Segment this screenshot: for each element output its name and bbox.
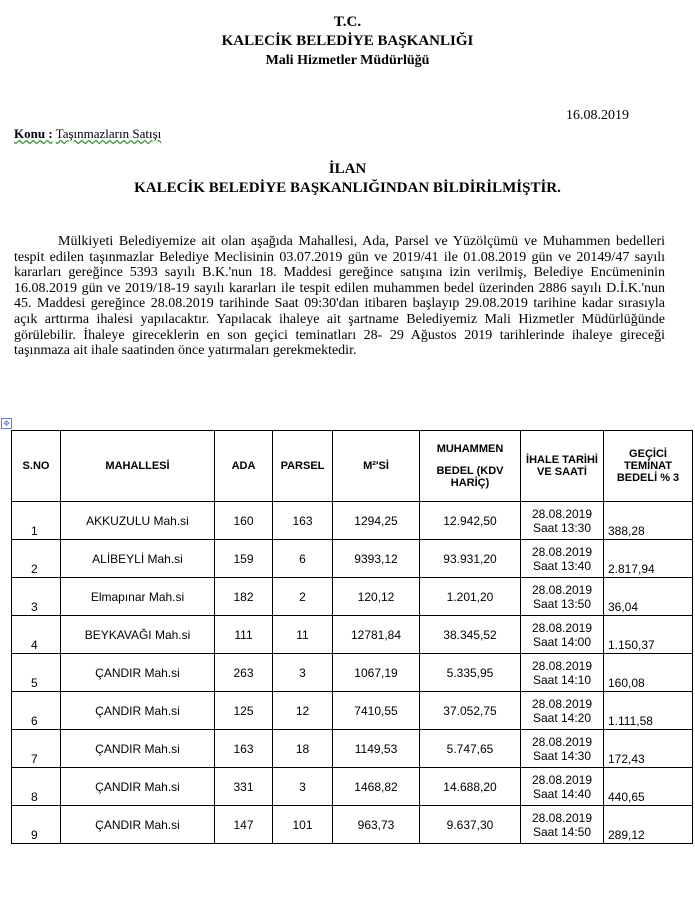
cell-ihale — [521, 502, 604, 540]
cell-mahalle: ÇANDIR Mah.si — [61, 654, 215, 692]
cell-ada: 163 — [215, 730, 273, 768]
table-body — [12, 502, 693, 844]
cell-sno: 4 — [12, 616, 61, 654]
cell-parsel: 12 — [273, 692, 333, 730]
col-ada: ADA — [215, 431, 273, 502]
cell-sno: 9 — [12, 806, 61, 844]
table-row — [12, 616, 693, 654]
table-header-row — [12, 431, 693, 502]
table-row — [12, 578, 693, 616]
cell-m2: 120,12 — [333, 578, 420, 616]
cell-sno: 7 — [12, 730, 61, 768]
cell-m2: 7410,55 — [333, 692, 420, 730]
table-row — [12, 502, 693, 540]
cell-sno: 1 — [12, 502, 61, 540]
cell-ihale — [521, 616, 604, 654]
cell-bedel: 93.931,20 — [420, 540, 521, 578]
cell-teminat: 172,43 — [604, 730, 693, 768]
table-move-handle-icon[interactable]: ✥ — [1, 418, 12, 429]
cell-bedel: 9.637,30 — [420, 806, 521, 844]
announcement-title: İLAN — [328, 161, 367, 177]
cell-mahalle: ALİBEYLİ Mah.si — [61, 540, 215, 578]
cell-bedel: 5.335,95 — [420, 654, 521, 692]
cell-ihale — [521, 692, 604, 730]
cell-mahalle: AKKUZULU Mah.si — [61, 502, 215, 540]
col-muhammen — [420, 431, 521, 502]
cell-ihale — [521, 654, 604, 692]
cell-mahalle: ÇANDIR Mah.si — [61, 806, 215, 844]
cell-teminat: 388,28 — [604, 502, 693, 540]
cell-m2: 1294,25 — [333, 502, 420, 540]
property-table — [11, 430, 693, 844]
cell-ada: 160 — [215, 502, 273, 540]
subject-label: Konu : — [14, 126, 53, 141]
ihale-time: Saat 14:40 — [532, 786, 592, 801]
ihale-date: 28.08.2019 — [531, 620, 593, 635]
cell-ihale — [521, 806, 604, 844]
cell-mahalle: Elmapınar Mah.si — [61, 578, 215, 616]
cell-ihale — [521, 768, 604, 806]
col-parsel: PARSEL — [273, 431, 333, 502]
subject-line — [14, 126, 161, 142]
cell-sno: 2 — [12, 540, 61, 578]
cell-teminat: 2.817,94 — [604, 540, 693, 578]
cell-teminat: 289,12 — [604, 806, 693, 844]
ihale-time: Saat 14:20 — [532, 710, 592, 725]
col-teminat: GEÇİCİ TEMİNAT BEDELİ % 3 — [604, 431, 693, 502]
cell-ada: 182 — [215, 578, 273, 616]
cell-mahalle: ÇANDIR Mah.si — [61, 692, 215, 730]
cell-bedel: 37.052,75 — [420, 692, 521, 730]
ihale-date: 28.08.2019 — [531, 810, 593, 825]
cell-bedel: 1.201,20 — [420, 578, 521, 616]
ihale-date: 28.08.2019 — [531, 506, 593, 521]
col-mahalle: MAHALLESİ — [61, 431, 215, 502]
ihale-date: 28.08.2019 — [531, 696, 593, 711]
cell-bedel: 12.942,50 — [420, 502, 521, 540]
ihale-date: 28.08.2019 — [531, 734, 593, 749]
ihale-time: Saat 13:40 — [532, 558, 592, 573]
ihale-date: 28.08.2019 — [531, 658, 593, 673]
cell-mahalle: ÇANDIR Mah.si — [61, 730, 215, 768]
cell-sno: 6 — [12, 692, 61, 730]
table-row — [12, 730, 693, 768]
cell-ada: 147 — [215, 806, 273, 844]
table-row — [12, 654, 693, 692]
cell-teminat: 440,65 — [604, 768, 693, 806]
col-ihale: İHALE TARİHİ VE SAATİ — [521, 431, 604, 502]
table-row — [12, 806, 693, 844]
header-department: Mali Hizmetler Müdürlüğü — [265, 53, 430, 68]
cell-bedel: 38.345,52 — [420, 616, 521, 654]
subject-value: Taşınmazların Satışı — [55, 126, 162, 141]
cell-parsel: 18 — [273, 730, 333, 768]
ihale-time: Saat 13:30 — [532, 520, 592, 535]
cell-m2: 1468,82 — [333, 768, 420, 806]
cell-mahalle: ÇANDIR Mah.si — [61, 768, 215, 806]
cell-teminat: 36,04 — [604, 578, 693, 616]
cell-m2: 1149,53 — [333, 730, 420, 768]
col-m2: M²'Sİ — [333, 431, 420, 502]
cell-teminat: 1.111,58 — [604, 692, 693, 730]
ihale-time: Saat 14:50 — [532, 824, 592, 839]
cell-sno: 5 — [12, 654, 61, 692]
cell-ada: 125 — [215, 692, 273, 730]
ihale-time: Saat 14:10 — [532, 672, 592, 687]
announcement-subtitle: KALECİK BELEDİYE BAŞKANLIĞINDAN BİLDİRİLMİŞTİR. — [134, 180, 561, 196]
cell-bedel: 14.688,20 — [420, 768, 521, 806]
cell-ada: 263 — [215, 654, 273, 692]
cell-sno: 8 — [12, 768, 61, 806]
cell-teminat: 1.150,37 — [604, 616, 693, 654]
ihale-date: 28.08.2019 — [531, 772, 593, 787]
cell-parsel: 2 — [273, 578, 333, 616]
cell-bedel: 5.747,65 — [420, 730, 521, 768]
col-sno: S.NO — [12, 431, 61, 502]
ihale-time: Saat 14:00 — [532, 634, 592, 649]
table-row — [12, 692, 693, 730]
cell-ihale — [521, 730, 604, 768]
ihale-date: 28.08.2019 — [531, 582, 593, 597]
announcement-body: Mülkiyeti Belediyemize ait olan aşağıda Mahallesi, Ada, Parsel ve Yüzölçümü ve Muhammen bedelleri tespit edilen taşınmazlar Belediye Meclisinin 03.07.2019 gün ve 2019/41 ile 01.08.2019 gün ve 20149/47 sayılı kararları gereğince 5393 sayılı B.K.'nun 18. Maddesi gereğince satışına izin verilmiş, Belediye Encümeninin 16.08.2019 gün ve 2019/18-19 sayılı kararları ile tespit edilen muhammen bedel üzerinden 2886 sayılı D.İ.K.'nun 45. Maddesi gereğince 28.08.2019 tarihinde Saat 09:30'dan itibaren başlayıp 29.08.2019 tarihine kadar sırasıyla açık arttırma ihalesi yapılacaktır. Yapılacak ihaleye ait şartname Belediyemiz Mali Hizmetler Müdürlüğünde görülebilir. İhaleye gireceklerin en son geçici teminatları 28- 29 Ağustos 2019 tarihlerinde ihaleye gireceği taşınmaza ait ihale saatinden önce yatırmaları gerekmektedir. — [14, 234, 665, 359]
cell-ihale — [521, 578, 604, 616]
table-row — [12, 768, 693, 806]
header-institution: KALECİK BELEDİYE BAŞKANLIĞI — [221, 33, 474, 49]
cell-ada: 331 — [215, 768, 273, 806]
cell-ada: 111 — [215, 616, 273, 654]
document-date: 16.08.2019 — [566, 108, 629, 123]
cell-ihale — [521, 540, 604, 578]
cell-parsel: 11 — [273, 616, 333, 654]
col-muhammen-line2: BEDEL (KDV HARİÇ) — [436, 465, 504, 489]
ihale-date: 28.08.2019 — [531, 544, 593, 559]
cell-parsel: 101 — [273, 806, 333, 844]
header-tc: T.C. — [333, 14, 362, 30]
cell-m2: 12781,84 — [333, 616, 420, 654]
ihale-time: Saat 13:50 — [532, 596, 592, 611]
cell-mahalle: BEYKAVAĞI Mah.si — [61, 616, 215, 654]
cell-teminat: 160,08 — [604, 654, 693, 692]
cell-parsel: 163 — [273, 502, 333, 540]
cell-m2: 1067,19 — [333, 654, 420, 692]
cell-parsel: 3 — [273, 654, 333, 692]
cell-ada: 159 — [215, 540, 273, 578]
col-muhammen-line1: MUHAMMEN — [436, 443, 504, 455]
cell-sno: 3 — [12, 578, 61, 616]
cell-m2: 9393,12 — [333, 540, 420, 578]
table-row — [12, 540, 693, 578]
cell-m2: 963,73 — [333, 806, 420, 844]
cell-parsel: 6 — [273, 540, 333, 578]
ihale-time: Saat 14:30 — [532, 748, 592, 763]
cell-parsel: 3 — [273, 768, 333, 806]
